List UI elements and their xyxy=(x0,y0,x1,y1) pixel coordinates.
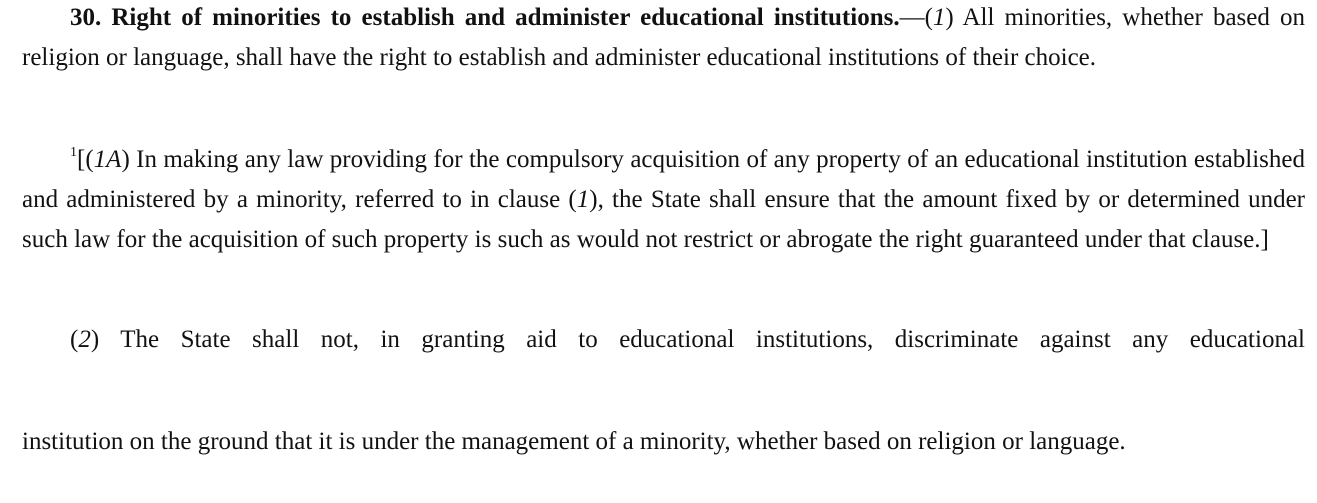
clause-1a-number: 1A xyxy=(93,146,122,173)
footnote-marker: 1 xyxy=(70,145,77,160)
clause-1a-paragraph xyxy=(22,140,1305,260)
clause-1a-text-part1: ) In making any law providing for the compulsory acquisition of any property of an educational institution established and administered by a minority, referred to in clause ( xyxy=(22,146,1305,213)
section-30-paragraph xyxy=(22,0,1305,78)
clause-2-continued-text: institution on the ground that it is under the management of a minority, whether based on religion or language. xyxy=(22,428,1126,455)
clause-2-first-line: ) The State shall not, in granting aid to educational institutions, discriminate against any educational xyxy=(90,326,1305,353)
heading-dash: —( xyxy=(899,4,933,31)
clause-1-number: 1 xyxy=(932,4,946,31)
clause-1a-text-part2: ), the State shall ensure that the amount fixed by or determined under such law for the acquisition of such property is such as would not restrict or abrogate the right guaranteed under that clause.] xyxy=(22,186,1305,253)
clause-2-paragraph xyxy=(22,320,1305,360)
clause-2-open-paren: ( xyxy=(70,326,79,353)
section-heading: 30. Right of minorities to establish and administer educational institutions. xyxy=(70,4,900,31)
clause-2-number: 2 xyxy=(78,326,91,353)
amendment-open-bracket: [( xyxy=(77,146,94,173)
clause-1-text: ) All minorities, whether based on religion or language, shall have the right to establish and administer educational institutions of their choice. xyxy=(22,4,1305,71)
clause-2-continuation xyxy=(22,422,1305,462)
clause-1-reference: 1 xyxy=(576,186,590,213)
